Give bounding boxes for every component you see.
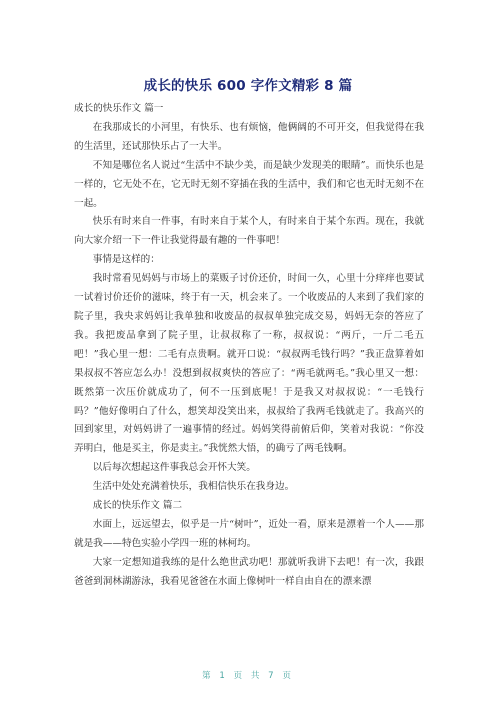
- paragraph: 我时常看见妈妈与市场上的菜贩子讨价还价，时间一久，心里十分痒痒也要试一试着讨价还价的滋味，终于有一天，机会来了。一个收废品的人来到了我们家的院子里，我央求妈妈让我单独和收废品的叔叔单独完成交易，妈妈无奈的答应了我。我把废品拿到了院子里，让叔叔称了一称，叔叔说：“两斤，一斤二毛五吧！”我心里一想：二毛有点贵啊。就开口说：“叔叔两毛钱行吗？”我正盘算着如果叔叔不答应怎么办！没想到叔叔爽快的答应了：“两毛就两毛。”我心里又一想：既然第一次压价就成功了，何不一压到底呢！于是我又对叔叔说：“一毛钱行吗？”他好像明白了什么，想笑却没笑出来，叔叔给了我两毛钱就走了。我高兴的回到家里，对妈妈讲了一遍事情的经过。妈妈笑得前俯后仰，笑着对我说：“你没弄明白，他是买主，你是卖主。”我恍然大悟，的确亏了两毛钱啊。: [74, 273, 424, 455]
- paragraph: 水面上，远远望去，似乎是一片“树叶”，近处一看，原来是漂着一个人——那就是我——特色实验小学四一班的林柯均。: [74, 518, 424, 549]
- document-title: 成长的快乐 600 字作文精彩 8 篇: [143, 78, 353, 94]
- paragraph: 不知是哪位名人说过“生活中不缺少美，而是缺少发现美的眼睛”。而快乐也是一样的，它无处不在，它无时无刻不穿插在我的生活中，我们和它也无时无刻不在一起。: [74, 159, 424, 209]
- section-heading: 成长的快乐作文 篇一: [74, 103, 164, 114]
- paragraph: 以后每次想起这件事我总会开怀大笑。: [92, 462, 256, 474]
- paragraph: 在我那成长的小河里，有快乐、也有烦恼，他俩阔的不可开交，但我觉得在我的生活里，还试那快乐占了一大半。: [74, 121, 424, 152]
- paragraph: 事情是这样的：: [92, 254, 160, 266]
- section-heading: 成长的快乐作文 篇二: [92, 500, 183, 512]
- paragraph: 生活中处处充满着快乐，我相信快乐在我身边。: [92, 481, 295, 493]
- paragraph: 快乐有时来自一件事，有时来自于某个人，有时来自于某个东西。现在，我就向大家介绍一下一件让我觉得最有趣的一件事吧！: [74, 216, 424, 247]
- paragraph: 大家一定想知道我练的是什么绝世武功吧！那就听我讲下去吧！有一次，我跟爸爸到洞林湖游泳，我看见爸爸在水面上像树叶一样自由自在的漂来漂: [74, 556, 424, 587]
- page-footer: 第 1 页 共 7 页: [202, 671, 294, 681]
- document-body: [74, 100, 424, 592]
